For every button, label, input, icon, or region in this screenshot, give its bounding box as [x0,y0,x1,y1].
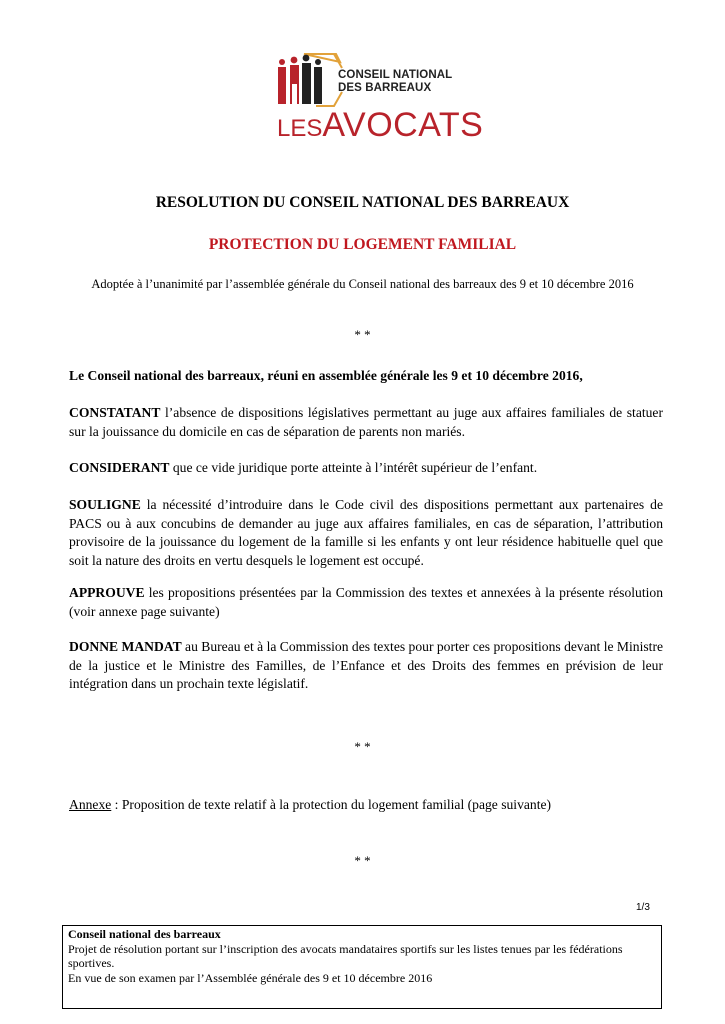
logo-org-name [338,69,452,95]
page-number: 1/3 [636,902,650,913]
adoption-note: Adoptée à l’unanimité par l’assemblée générale du Conseil national des barreaux des 9 et 10 décembre 2016 [91,277,634,291]
intro-paragraph: Le Conseil national des barreaux, réuni en assemblée générale les 9 et 10 décembre 2016, [69,368,583,383]
separator-stars: * * [354,853,371,868]
annex-text: : Proposition de texte relatif à la protection du logement familial (page suivante) [111,797,552,812]
document-subtitle: PROTECTION DU LOGEMENT FAMILIAL [208,236,517,253]
clause-lead: DONNE MANDAT [69,639,182,654]
separator-stars: * * [354,739,371,754]
clause-text: au Bureau et à la Commission des textes pour porter ces propositions devant le Ministre de la justice et le Ministre des Familles, de l’Enfance et des Droits des femmes en prévision de leur intégration dans un prochain texte législatif. [69,639,663,691]
annex-line [69,797,551,813]
clause-lead: CONSTATANT [69,405,161,420]
footer-title: Conseil national des barreaux [68,927,221,941]
clause-considerant [69,459,663,478]
clause-lead: SOULIGNE [69,497,141,512]
separator-stars: * * [354,327,371,342]
clause-text: l’absence de dispositions législatives permettant au juge aux affaires familiales de statuer sur la jouissance du domicile en cas de séparation de parents non mariés. [69,405,663,439]
clause-text: la nécessité d’introduire dans le Code civil des dispositions permettant aux partenaires de PACS ou à aux concubins de demander au juge aux affaires familiales, en cas de séparation, l’attribution provisoire de la jouissance du logement de la famille si les enfants y ont leur résidence habituelle quel que soit la nature des droits en vertu desquels le logement est occupé. [69,497,663,568]
logo-brand-les: LES [277,115,323,142]
clause-lead: APPROUVE [69,585,145,600]
footer-line1: Projet de résolution portant sur l’inscription des avocats mandataires sportifs sur les listes tenues par les fédérations sportives. [68,941,623,970]
annex-label: Annexe [69,797,112,812]
document-title: RESOLUTION DU CONSEIL NATIONAL DES BARREAUX [155,194,570,211]
clause-lead: CONSIDERANT [69,460,170,475]
clause-donne-mandat [69,638,663,694]
footer-line2: En vue de son examen par l’Assemblée générale des 9 et 10 décembre 2016 [68,970,433,985]
clause-constatant [69,404,663,441]
logo-brand [277,106,483,145]
footer-box [62,925,662,1009]
logo-brand-avocats: AVOCATS [322,106,484,144]
clause-text: que ce vide juridique porte atteinte à l’intérêt supérieur de l’enfant. [169,460,538,475]
clause-text: les propositions présentées par la Commission des textes et annexées à la présente résolution (voir annexe page suivante) [69,585,663,619]
logo-org-line1: CONSEIL NATIONAL [338,69,453,81]
logo-figures-icon [278,55,322,104]
logo-org-line2: DES BARREAUX [338,82,432,94]
clause-souligne [69,496,663,570]
clause-approuve [69,584,663,621]
